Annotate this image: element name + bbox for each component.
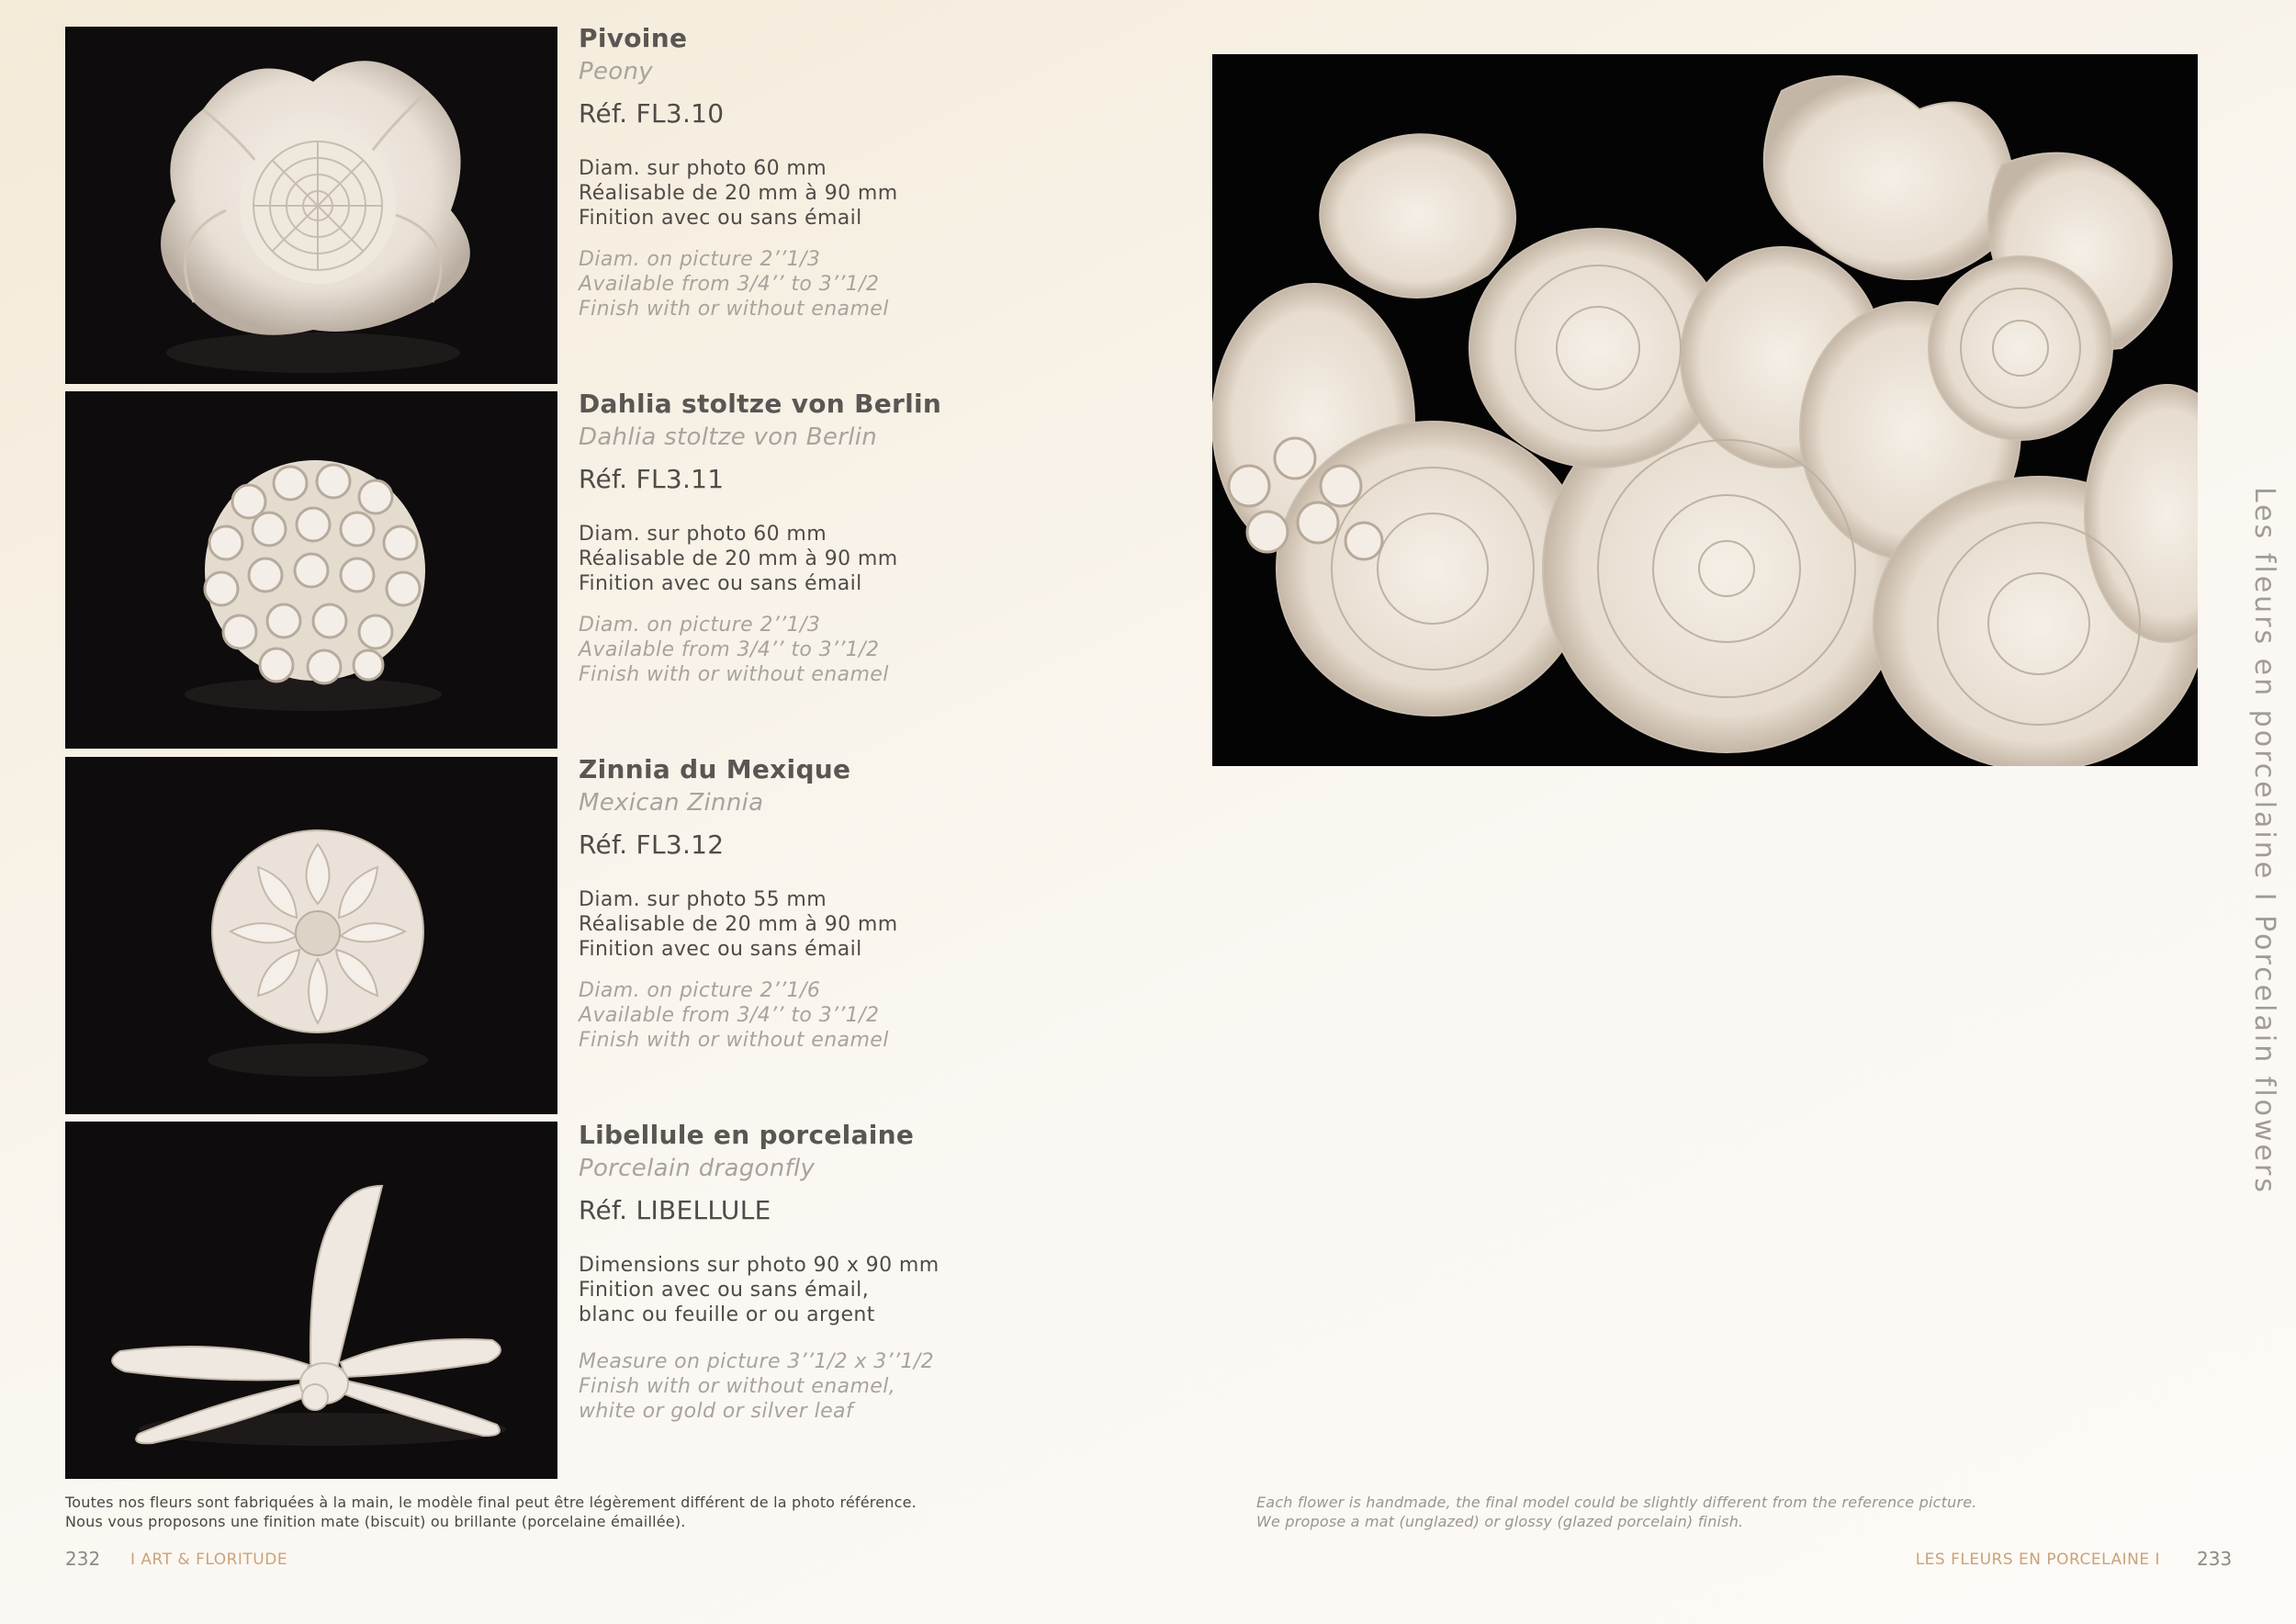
item-reference: Réf. LIBELLULE (579, 1195, 771, 1225)
spec-line: Finition avec ou sans émail (579, 572, 862, 595)
french-specs (579, 887, 964, 962)
spec-line: Diam. sur photo 55 mm (579, 888, 827, 911)
english-specs (579, 1349, 964, 1424)
dragonfly-photo (65, 1122, 557, 1479)
spec-line: Available from 3/4’’ to 3’’1/2 (579, 1004, 880, 1027)
spec-line: Finition avec ou sans émail (579, 938, 862, 961)
dragonfly-image (65, 1122, 557, 1479)
spec-line: Finition avec ou sans émail, (579, 1279, 870, 1302)
spec-line: Dimensions sur photo 90 x 90 mm (579, 1254, 940, 1277)
footnote-line: We propose a mat (unglazed) or glossy (glazed porcelain) finish. (1256, 1513, 1744, 1530)
spec-line: Available from 3/4’’ to 3’’1/2 (579, 273, 880, 296)
peony-photo (65, 27, 557, 384)
spec-line: blanc ou feuille or ou argent (579, 1303, 875, 1326)
section-side-title: Les fleurs en porcelaine I Porcelain flowers (2248, 487, 2280, 1195)
footnote-english (1256, 1493, 1977, 1531)
item-title: Dahlia stoltze von Berlin (579, 389, 942, 419)
spec-line: Measure on picture 3’’1/2 x 3’’1/2 (579, 1350, 935, 1373)
spec-line: Diam. on picture 2’’1/6 (579, 979, 821, 1002)
footnote-line: Each flower is handmade, the final model could be slightly different from the reference picture. (1256, 1494, 1977, 1511)
english-specs (579, 613, 964, 687)
footnote-line: Nous vous proposons une finition mate (biscuit) ou brillante (porcelaine émaillée). (65, 1513, 686, 1530)
peony-image (65, 27, 557, 384)
dragonfly-details (579, 1119, 964, 1424)
item-reference: Réf. FL3.10 (579, 98, 725, 129)
peony-details (579, 22, 964, 321)
section-label-left: I ART & FLORITUDE (130, 1551, 288, 1569)
flower-collection-photo (1212, 54, 2198, 766)
spec-line: Available from 3/4’’ to 3’’1/2 (579, 638, 880, 661)
spec-line: Finish with or without enamel, (579, 1375, 896, 1398)
item-title: Pivoine (579, 23, 688, 53)
spec-line: Finition avec ou sans émail (579, 207, 862, 230)
english-specs (579, 978, 964, 1053)
spec-line: Diam. sur photo 60 mm (579, 523, 827, 546)
french-specs (579, 1253, 964, 1327)
spec-line: Réalisable de 20 mm à 90 mm (579, 182, 898, 205)
item-reference: Réf. FL3.11 (579, 464, 725, 494)
spec-line: Finish with or without enamel (579, 298, 889, 321)
spec-line: Diam. on picture 2’’1/3 (579, 614, 821, 637)
item-subtitle: Porcelain dragonfly (579, 1155, 816, 1182)
spec-line: Finish with or without enamel (579, 1029, 889, 1052)
french-specs (579, 522, 964, 596)
page-number-left: 232 (65, 1548, 101, 1570)
item-title: Zinnia du Mexique (579, 754, 851, 784)
page-number-right: 233 (2197, 1548, 2233, 1570)
item-title: Libellule en porcelaine (579, 1120, 915, 1150)
zinnia-photo (65, 757, 557, 1114)
zinnia-details (579, 753, 964, 1053)
item-subtitle: Dahlia stoltze von Berlin (579, 423, 878, 451)
dahlia-photo (65, 391, 557, 749)
flower-collection-image (1212, 54, 2198, 766)
item-subtitle: Peony (579, 58, 653, 85)
section-label-right: LES FLEURS EN PORCELAINE I (1915, 1551, 2160, 1569)
spec-line: Finish with or without enamel (579, 663, 889, 686)
item-reference: Réf. FL3.12 (579, 829, 725, 860)
french-specs (579, 156, 964, 231)
dahlia-image (65, 391, 557, 749)
footnote-line: Toutes nos fleurs sont fabriquées à la main, le modèle final peut être légèrement différent de la photo référence. (65, 1494, 917, 1511)
spec-line: Diam. sur photo 60 mm (579, 157, 827, 180)
dahlia-details (579, 388, 964, 687)
footnote-french (65, 1493, 917, 1531)
spec-line: Diam. on picture 2’’1/3 (579, 248, 821, 271)
item-subtitle: Mexican Zinnia (579, 789, 764, 817)
spec-line: white or gold or silver leaf (579, 1400, 854, 1423)
english-specs (579, 247, 964, 321)
zinnia-image (65, 757, 557, 1114)
spec-line: Réalisable de 20 mm à 90 mm (579, 913, 898, 936)
spec-line: Réalisable de 20 mm à 90 mm (579, 547, 898, 570)
